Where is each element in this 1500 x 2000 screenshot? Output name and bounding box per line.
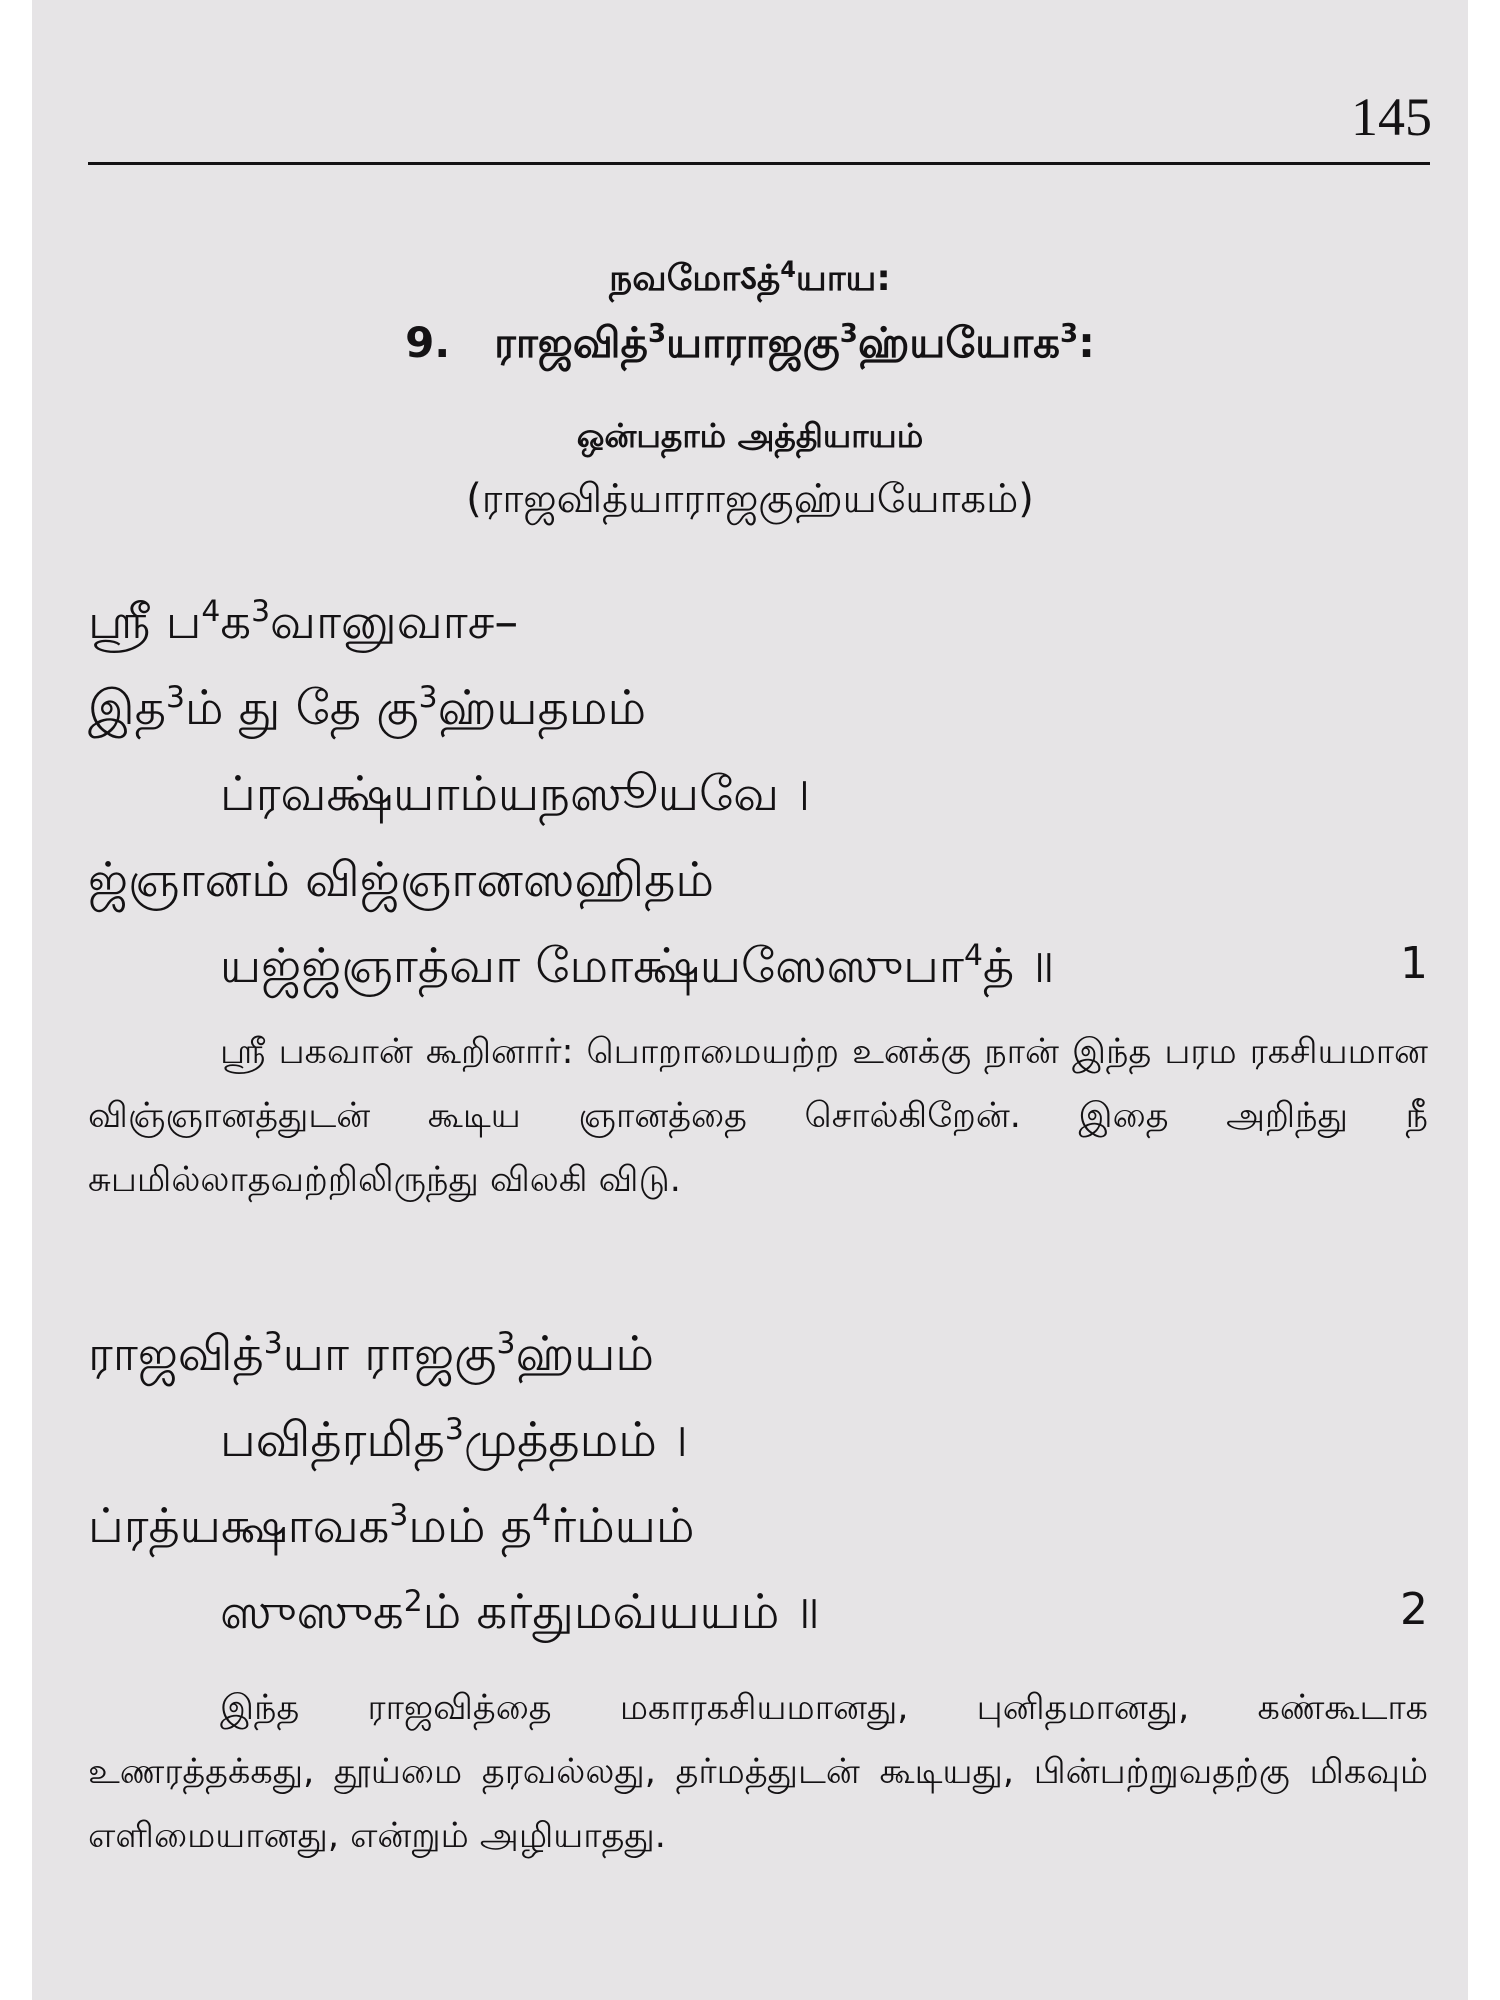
grantha-superscript: 4 xyxy=(963,938,983,973)
verse-line xyxy=(88,852,1428,942)
verse-text: யா ராஜகு xyxy=(282,1326,497,1382)
verse-text: இத xyxy=(88,680,166,736)
verse-text: வானுவாச– xyxy=(270,594,519,650)
verse-line xyxy=(88,594,1428,684)
title-text: யாராஜகு xyxy=(666,318,840,367)
verse-2-translation: இந்த ராஜவித்தை மகாரகசியமானது, புனிதமானது, கண்கூடாக உணரத்தக்கது, தூய்மை தரவல்லது, தர்மத்துடன் கூடியது, பின்பற்றுவதற்கு மிகவும் எளிமையானது, என்றும் அழியாதது. xyxy=(88,1688,1428,1856)
verse-text: ராஜவித் xyxy=(88,1326,264,1382)
verse-text: ர்ம்யம் xyxy=(551,1498,695,1554)
verse-1 xyxy=(88,594,1428,1028)
title-text: ராஜவித் xyxy=(494,318,648,367)
grantha-superscript: 3 xyxy=(444,1412,464,1447)
grantha-superscript: 3 xyxy=(418,680,438,715)
grantha-superscript: 3 xyxy=(839,319,858,349)
chapter-tamil-title: ஒன்பதாம் அத்தியாயம் xyxy=(576,416,924,455)
verse-line xyxy=(88,1584,1428,1674)
verse-text: த் ॥ xyxy=(982,938,1055,994)
verse-2 xyxy=(88,1326,1428,1674)
chapter-sanskrit-heading xyxy=(32,252,1468,304)
verse-text: ஜ்ஞானம் விஜ்ஞானஸஹிதம் xyxy=(88,852,715,908)
verse-text: ஸுஸுக xyxy=(220,1584,404,1640)
verse-text: ப்ரத்யக்ஷாவக xyxy=(88,1498,390,1554)
grantha-superscript: 4 xyxy=(201,594,221,629)
verse-text: ம் கர்துமவ்யயம் ॥ xyxy=(422,1584,820,1640)
grantha-superscript: 2 xyxy=(403,1584,423,1619)
verse-line xyxy=(88,766,1428,856)
verse-1-translation: ஸ்ரீ பகவான் கூறினார்: பொறாமையற்ற உனக்கு நான் இந்த பரம ரகசியமான விஞ்ஞானத்துடன் கூடிய ஞானத்தை சொல்கிறேன். இதை அறிந்து நீ சுபமில்லாதவற்றிலிருந்து விலகி விடு. xyxy=(88,1032,1428,1200)
verse-number: 2 xyxy=(1400,1584,1428,1635)
title-text: : xyxy=(1078,318,1095,367)
title-text: ஹ்யயோக xyxy=(857,318,1061,367)
grantha-superscript: 3 xyxy=(647,319,667,349)
verse-text: க xyxy=(220,594,252,650)
verse-text: ப்ரவக்ஷ்யாம்யநஸூயவே । xyxy=(220,766,811,822)
grantha-superscript: 3 xyxy=(165,680,185,715)
grantha-superscript: 3 xyxy=(1060,319,1079,349)
verse-number: 1 xyxy=(1400,938,1428,989)
page-number: 145 xyxy=(1351,87,1432,147)
verse-line xyxy=(88,1498,1428,1588)
chapter-title xyxy=(32,318,1468,373)
grantha-superscript: 4 xyxy=(780,257,796,283)
grantha-superscript: 3 xyxy=(389,1498,409,1533)
verse-text: யஜ்ஜ்ஞாத்வா மோக்ஷ்யஸேஸுபா xyxy=(220,938,964,994)
verse-text: முத்தமம் । xyxy=(463,1412,689,1468)
grantha-superscript: 3 xyxy=(263,1326,283,1361)
verse-text: பவித்ரமித xyxy=(220,1412,445,1468)
verse-text: மம் த xyxy=(408,1498,533,1554)
verse-line xyxy=(88,680,1428,770)
heading-text: யாய: xyxy=(795,258,891,299)
verse-text: ம் து தே கு xyxy=(184,680,419,736)
heading-text: நவமோऽத் xyxy=(609,258,781,299)
verse-line xyxy=(88,938,1428,1028)
verse-text: ஸ்ரீ ப xyxy=(88,594,202,650)
chapter-tamil-subtitle: (ராஜவித்யாராஜகுஹ்யயோகம்) xyxy=(466,476,1034,522)
chapter-number: 9. xyxy=(405,318,451,367)
grantha-superscript: 3 xyxy=(496,1326,516,1361)
verse-text: ஹ்யதமம் xyxy=(437,680,647,736)
grantha-superscript: 3 xyxy=(251,594,270,629)
book-page xyxy=(32,0,1468,2000)
header-rule xyxy=(88,162,1430,165)
grantha-superscript: 4 xyxy=(532,1498,552,1533)
verse-text: ஹ்யம் xyxy=(515,1326,655,1382)
verse-line xyxy=(88,1412,1428,1502)
verse-line xyxy=(88,1326,1428,1416)
